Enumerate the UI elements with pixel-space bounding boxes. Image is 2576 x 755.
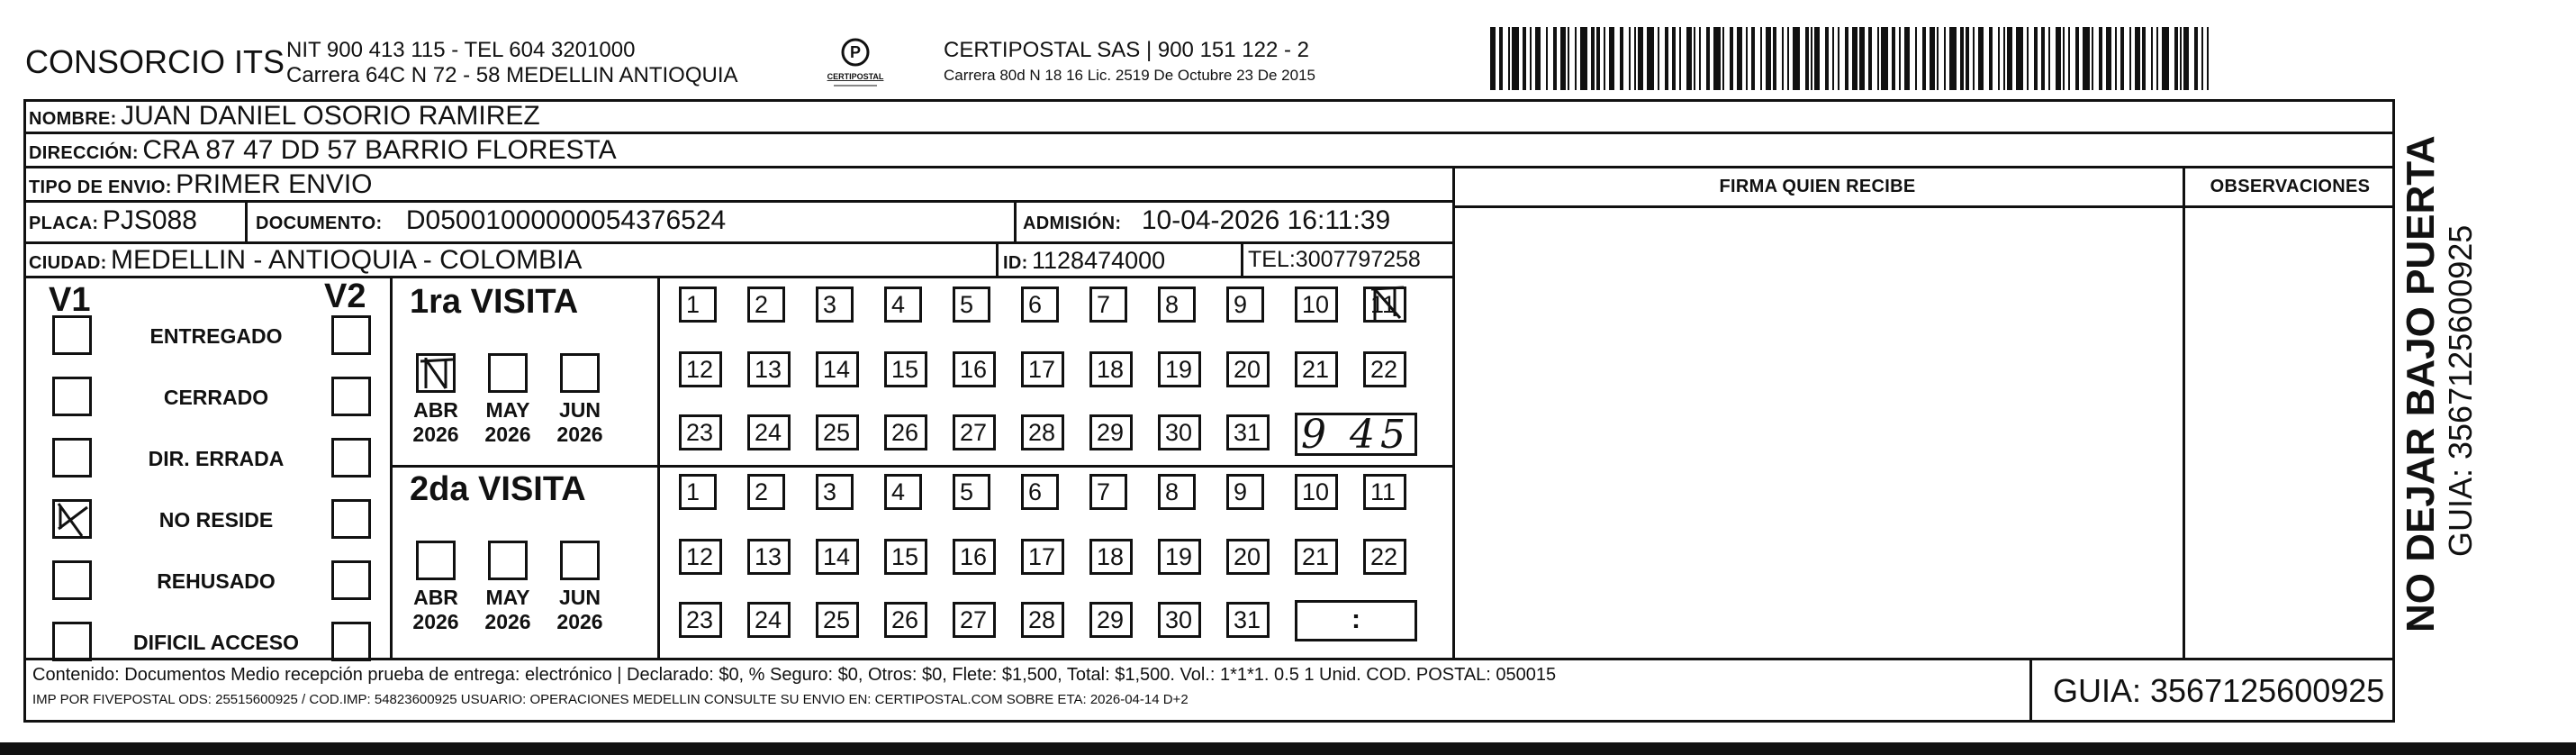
barcode-bar	[1930, 27, 1935, 90]
barcode-bar	[1811, 27, 1812, 90]
v2-checkbox[interactable]	[331, 377, 371, 416]
barcode-bar	[1609, 27, 1614, 90]
month-label: JUN 2026	[556, 586, 603, 633]
nombre-value: JUAN DANIEL OSORIO RAMIREZ	[121, 101, 540, 131]
barcode-bar	[1658, 27, 1659, 90]
day-box[interactable]: 8	[1158, 474, 1196, 510]
visit1-time-handwritten: 9 45	[1301, 412, 1411, 458]
status-label: NO RESIDE	[158, 508, 274, 532]
footer-line1: Contenido: Documentos Medio recepción prueba de entrega: electrónico | Declarado: $0, % Seguro: $0, Otros: $0, Flete: $1,500, Total: $1,500. Vol.: 1*1*1. 0.5 1 Unid. COD. POSTAL: 050015	[32, 665, 1557, 685]
barcode-bar	[1604, 27, 1605, 90]
barcode-bar	[1989, 27, 1993, 90]
barcode-bar	[1881, 27, 1888, 90]
month-label: JUN 2026	[556, 398, 603, 446]
barcode-bar	[1530, 27, 1532, 90]
barcode-bar	[1508, 27, 1510, 90]
barcode-bar	[1832, 27, 1834, 90]
check-mark-icon	[419, 356, 455, 392]
day-box[interactable]: 22	[1363, 539, 1406, 575]
barcode-bar	[1782, 27, 1784, 90]
day-box[interactable]: 7	[1089, 474, 1127, 510]
barcode-bar	[1845, 27, 1848, 90]
documento-value: D05001000000054376524	[405, 205, 727, 235]
month-label: ABR 2026	[412, 586, 459, 633]
barcode-bar	[1852, 27, 1857, 90]
visit1-title: 1ra VISITA	[410, 283, 579, 321]
day-box[interactable]: 26	[884, 602, 927, 638]
id-value: 1128474000	[1032, 247, 1166, 274]
id-label: ID:	[1003, 253, 1028, 273]
barcode-bar	[1722, 27, 1724, 90]
firma-header: FIRMA QUIEN RECIBE	[1719, 177, 1916, 196]
barcode-bar	[1998, 27, 2000, 90]
tipo-label: TIPO DE ENVIO:	[29, 177, 172, 197]
documento-row	[256, 205, 726, 236]
barcode-bar	[2063, 27, 2065, 90]
month-checkbox[interactable]	[560, 353, 600, 393]
barcode-bar	[2083, 27, 2090, 90]
side-warning: NO DEJAR BAJO PUERTA	[2399, 135, 2443, 632]
v2-label: V2	[324, 277, 366, 315]
observaciones-area[interactable]	[2185, 208, 2395, 658]
barcode-bar	[1523, 27, 1526, 90]
month-label: MAY 2026	[484, 398, 531, 446]
day-box[interactable]: 31	[1226, 602, 1270, 638]
barcode-bar	[2056, 27, 2061, 90]
tel-row	[1248, 247, 1421, 273]
day-box[interactable]: 29	[1089, 602, 1133, 638]
barcode-bar	[1793, 27, 1800, 90]
status-label: DIR. ERRADA	[148, 447, 285, 470]
day-box[interactable]: 1	[679, 474, 717, 510]
v1-checkbox[interactable]	[52, 560, 92, 600]
day-box[interactable]: 19	[1158, 351, 1201, 387]
day-box[interactable]: 17	[1021, 539, 1064, 575]
v1-checkbox[interactable]	[52, 377, 92, 416]
tel-value: 3007797258	[1295, 247, 1421, 272]
barcode-bar	[1686, 27, 1692, 90]
barcode-bar	[2099, 27, 2102, 90]
day-box[interactable]: 10	[1295, 474, 1338, 510]
ciudad-value: MEDELLIN - ANTIOQUIA - COLOMBIA	[111, 245, 583, 275]
day-box[interactable]: 4	[884, 287, 922, 323]
barcode-bar	[1638, 27, 1643, 90]
direccion-value: CRA 87 47 DD 57 BARRIO FLORESTA	[142, 135, 617, 165]
day-box[interactable]: 23	[679, 602, 722, 638]
day-box[interactable]: 28	[1021, 414, 1064, 450]
barcode-bar	[2034, 27, 2038, 90]
company-nit-tel: NIT 900 413 115 - TEL 604 3201000	[286, 38, 636, 62]
barcode-bar	[1751, 27, 1755, 90]
svg-text:CERTIPOSTAL: CERTIPOSTAL	[827, 72, 884, 81]
barcode-bar	[2068, 27, 2070, 90]
barcode-bar	[1512, 27, 1519, 90]
day-box[interactable]: 16	[953, 539, 996, 575]
v2-checkbox[interactable]	[331, 315, 371, 355]
placa-row	[29, 205, 197, 236]
id-row	[1003, 247, 1165, 275]
day-box[interactable]: 4	[884, 474, 922, 510]
day-box[interactable]: 2	[747, 287, 785, 323]
barcode-bar	[1814, 27, 1820, 90]
barcode-bar	[1915, 27, 1917, 90]
barcode-bar	[2007, 27, 2012, 90]
barcode-bar	[1899, 27, 1901, 90]
certipostal-address: Carrera 80d N 18 16 Lic. 2519 De Octubre 23 De 2015	[944, 67, 1315, 84]
observaciones-header: OBSERVACIONES	[2210, 177, 2371, 196]
v1-checkbox[interactable]	[52, 315, 92, 355]
day-box[interactable]: 18	[1089, 351, 1133, 387]
barcode-bar	[1868, 27, 1872, 90]
company-name: CONSORCIO ITS	[25, 43, 285, 80]
day-box[interactable]: 6	[1021, 474, 1059, 510]
barcode-bar	[1892, 27, 1895, 90]
day-box[interactable]: 18	[1089, 539, 1133, 575]
v1-label: V1	[49, 281, 91, 319]
barcode-bar	[2115, 27, 2117, 90]
barcode-bar	[1966, 27, 1969, 90]
day-box[interactable]: 5	[953, 287, 990, 323]
day-box[interactable]: 30	[1158, 414, 1201, 450]
day-box[interactable]: 6	[1021, 287, 1059, 323]
barcode-bar	[1922, 27, 1926, 90]
certipostal-nit: CERTIPOSTAL SAS | 900 151 122 - 2	[944, 38, 1309, 62]
day-box[interactable]: 25	[816, 414, 859, 450]
firma-area[interactable]	[1455, 208, 2183, 658]
admision-label: ADMISIÓN:	[1023, 214, 1122, 233]
day-box[interactable]: 1	[679, 287, 717, 323]
barcode-bar	[1546, 27, 1548, 90]
v2-checkbox[interactable]	[331, 438, 371, 478]
barcode-bar	[1949, 27, 1957, 90]
status-label: REHUSADO	[157, 569, 276, 593]
barcode-bar	[1634, 27, 1636, 90]
barcode-bar	[1647, 27, 1654, 90]
svg-text:P: P	[849, 43, 862, 61]
direccion-label: DIRECCIÓN:	[29, 143, 139, 163]
barcode-bar	[2135, 27, 2140, 90]
day-box[interactable]: 19	[1158, 539, 1201, 575]
barcode-bar	[2142, 27, 2146, 90]
day-box[interactable]: 29	[1089, 414, 1133, 450]
footer-guia: GUIA: 3567125600925	[2053, 672, 2385, 709]
day-box[interactable]: 14	[816, 539, 859, 575]
nombre-row	[29, 101, 540, 132]
day-box[interactable]: 8	[1158, 287, 1196, 323]
barcode-bar	[2016, 27, 2023, 90]
v1-checkbox[interactable]	[52, 438, 92, 478]
barcode-bar	[1787, 27, 1789, 90]
day-box[interactable]: 24	[747, 602, 791, 638]
barcode-bar	[1737, 27, 1742, 90]
barcode-bar	[1713, 27, 1721, 90]
month-checkbox[interactable]	[416, 541, 456, 580]
day-box[interactable]: 21	[1295, 539, 1338, 575]
barcode-bar	[1706, 27, 1710, 90]
admision-row	[1023, 205, 1390, 236]
barcode-bar	[2027, 27, 2029, 90]
tipo-envio-row	[29, 169, 373, 200]
day-box[interactable]: 9	[1226, 474, 1264, 510]
direccion-row	[29, 135, 617, 166]
barcode-bar	[2003, 27, 2005, 90]
day-box[interactable]: 26	[884, 414, 927, 450]
barcode-bar	[2194, 27, 2198, 90]
certipostal-logo	[818, 36, 893, 90]
day-box[interactable]: 25	[816, 602, 859, 638]
day-box[interactable]: 27	[953, 414, 996, 450]
barcode-bar	[2041, 27, 2045, 90]
barcode-bar	[1672, 27, 1676, 90]
barcode-bar	[1568, 27, 1569, 90]
barcode-bar	[1694, 27, 1695, 90]
barcode-bar	[1560, 27, 1566, 90]
day-box[interactable]: 20	[1226, 539, 1270, 575]
barcode-bar	[2162, 27, 2169, 90]
barcode-bar	[1904, 27, 1910, 90]
month-label: ABR 2026	[412, 398, 459, 446]
company-address: Carrera 64C N 72 - 58 MEDELLIN ANTIOQUIA	[286, 63, 738, 87]
tipo-value: PRIMER ENVIO	[176, 169, 373, 199]
status-label: ENTREGADO	[149, 324, 283, 348]
barcode-bar	[1535, 27, 1541, 90]
barcode-bar	[1580, 27, 1587, 90]
placa-label: PLACA:	[29, 214, 99, 233]
barcode-bar	[2201, 27, 2203, 90]
footer-line2: IMP POR FIVEPOSTAL ODS: 25515600925 / COD.IMP: 54823600925 USUARIO: OPERACIONES MEDELLIN CONSULTE SU ENVIO EN: CERTIPOSTAL.COM SOBRE ETA: 2026-04-14 D+2	[32, 692, 1189, 707]
day-box[interactable]: 10	[1295, 287, 1338, 323]
barcode-bar	[1973, 27, 1975, 90]
barcode-bar	[1591, 27, 1595, 90]
day-box[interactable]: 24	[747, 414, 791, 450]
day-box[interactable]: 14	[816, 351, 859, 387]
visit2-title: 2da VISITA	[410, 470, 586, 508]
barcode-bar	[1937, 27, 1939, 90]
barcode-bar	[1877, 27, 1879, 90]
barcode-bar	[1825, 27, 1829, 90]
day-box[interactable]: 12	[679, 351, 722, 387]
barcode-bar	[1760, 27, 1762, 90]
barcode-bar	[1596, 27, 1600, 90]
barcode-bar	[1620, 27, 1623, 90]
status-label: DIFICIL ACCESO	[132, 631, 299, 654]
day-box[interactable]: 23	[679, 414, 722, 450]
month-label: MAY 2026	[484, 586, 531, 633]
barcode-bar	[1665, 27, 1668, 90]
barcode-bar	[1746, 27, 1748, 90]
side-guia: GUIA: 3567125600925	[2442, 224, 2479, 557]
month-checkbox[interactable]	[488, 541, 528, 580]
day-box[interactable]: 9	[1226, 287, 1264, 323]
placa-value: PJS088	[102, 205, 197, 235]
barcode-bar	[1629, 27, 1631, 90]
barcode-bar	[1553, 27, 1557, 90]
barcode-bar	[2129, 27, 2131, 90]
check-mark-icon	[1368, 284, 1407, 323]
day-box[interactable]: 11	[1363, 287, 1406, 323]
day-box[interactable]: 15	[884, 539, 927, 575]
day-box[interactable]: 22	[1363, 351, 1406, 387]
day-box[interactable]: 15	[884, 351, 927, 387]
day-box[interactable]: 13	[747, 351, 791, 387]
barcode-bar	[2156, 27, 2158, 90]
day-box[interactable]: 5	[953, 474, 990, 510]
barcode-bar	[1499, 27, 1503, 90]
barcode-bar	[2075, 27, 2079, 90]
barcode-bar	[1773, 27, 1776, 90]
v1-checkbox[interactable]	[52, 622, 92, 661]
barcode-bar	[1575, 27, 1577, 90]
day-box[interactable]: 17	[1021, 351, 1064, 387]
status-label: CERRADO	[163, 386, 269, 409]
v2-checkbox[interactable]	[331, 560, 371, 600]
barcode-bar	[1490, 27, 1496, 90]
day-box[interactable]: 20	[1226, 351, 1270, 387]
barcode-bar	[1805, 27, 1809, 90]
day-box[interactable]: 11	[1363, 474, 1406, 510]
barcode-bar	[2174, 27, 2178, 90]
month-checkbox[interactable]	[416, 353, 456, 393]
documento-label: DOCUMENTO:	[256, 214, 383, 233]
tel-label: TEL:	[1248, 247, 1296, 272]
barcode-bar	[2151, 27, 2153, 90]
day-box[interactable]: 3	[816, 474, 854, 510]
barcode-bar	[1859, 27, 1865, 90]
v2-checkbox[interactable]	[331, 499, 371, 539]
visit2-time-box[interactable]: :	[1295, 600, 1417, 641]
barcode-bar	[1960, 27, 1964, 90]
day-box[interactable]: 27	[953, 602, 996, 638]
barcode-bar	[1838, 27, 1839, 90]
day-box[interactable]: 12	[679, 539, 722, 575]
barcode-bar	[2183, 27, 2189, 90]
barcode	[1490, 27, 2215, 90]
barcode-bar	[1679, 27, 1681, 90]
barcode-bar	[1730, 27, 1733, 90]
nombre-label: NOMBRE:	[29, 109, 117, 129]
v2-checkbox[interactable]	[331, 622, 371, 661]
month-checkbox[interactable]	[560, 541, 600, 580]
barcode-bar	[2092, 27, 2093, 90]
barcode-bar	[1978, 27, 1984, 90]
visit1-time-box[interactable]	[1295, 413, 1417, 456]
barcode-bar	[2180, 27, 2182, 90]
day-box[interactable]: 28	[1021, 602, 1064, 638]
ciudad-label: CIUDAD:	[29, 253, 107, 273]
day-box[interactable]: 13	[747, 539, 791, 575]
day-box[interactable]: 31	[1226, 414, 1270, 450]
barcode-bar	[2207, 27, 2209, 90]
barcode-bar	[1944, 27, 1946, 90]
barcode-bar	[1766, 27, 1771, 90]
admision-value: 10-04-2026 16:11:39	[1141, 205, 1391, 235]
month-checkbox[interactable]	[488, 353, 528, 393]
barcode-bar	[2048, 27, 2050, 90]
barcode-bar	[1699, 27, 1701, 90]
day-box[interactable]: 16	[953, 351, 996, 387]
bottom-rule	[0, 742, 2576, 755]
day-box[interactable]: 30	[1158, 602, 1201, 638]
barcode-bar	[2106, 27, 2111, 90]
check-mark-icon	[55, 502, 91, 538]
ciudad-row	[29, 245, 582, 276]
day-box[interactable]: 3	[816, 287, 854, 323]
day-box[interactable]: 7	[1089, 287, 1127, 323]
day-box[interactable]: 21	[1295, 351, 1338, 387]
barcode-bar	[2120, 27, 2124, 90]
day-box[interactable]: 2	[747, 474, 785, 510]
v1-checkbox[interactable]	[52, 499, 92, 539]
